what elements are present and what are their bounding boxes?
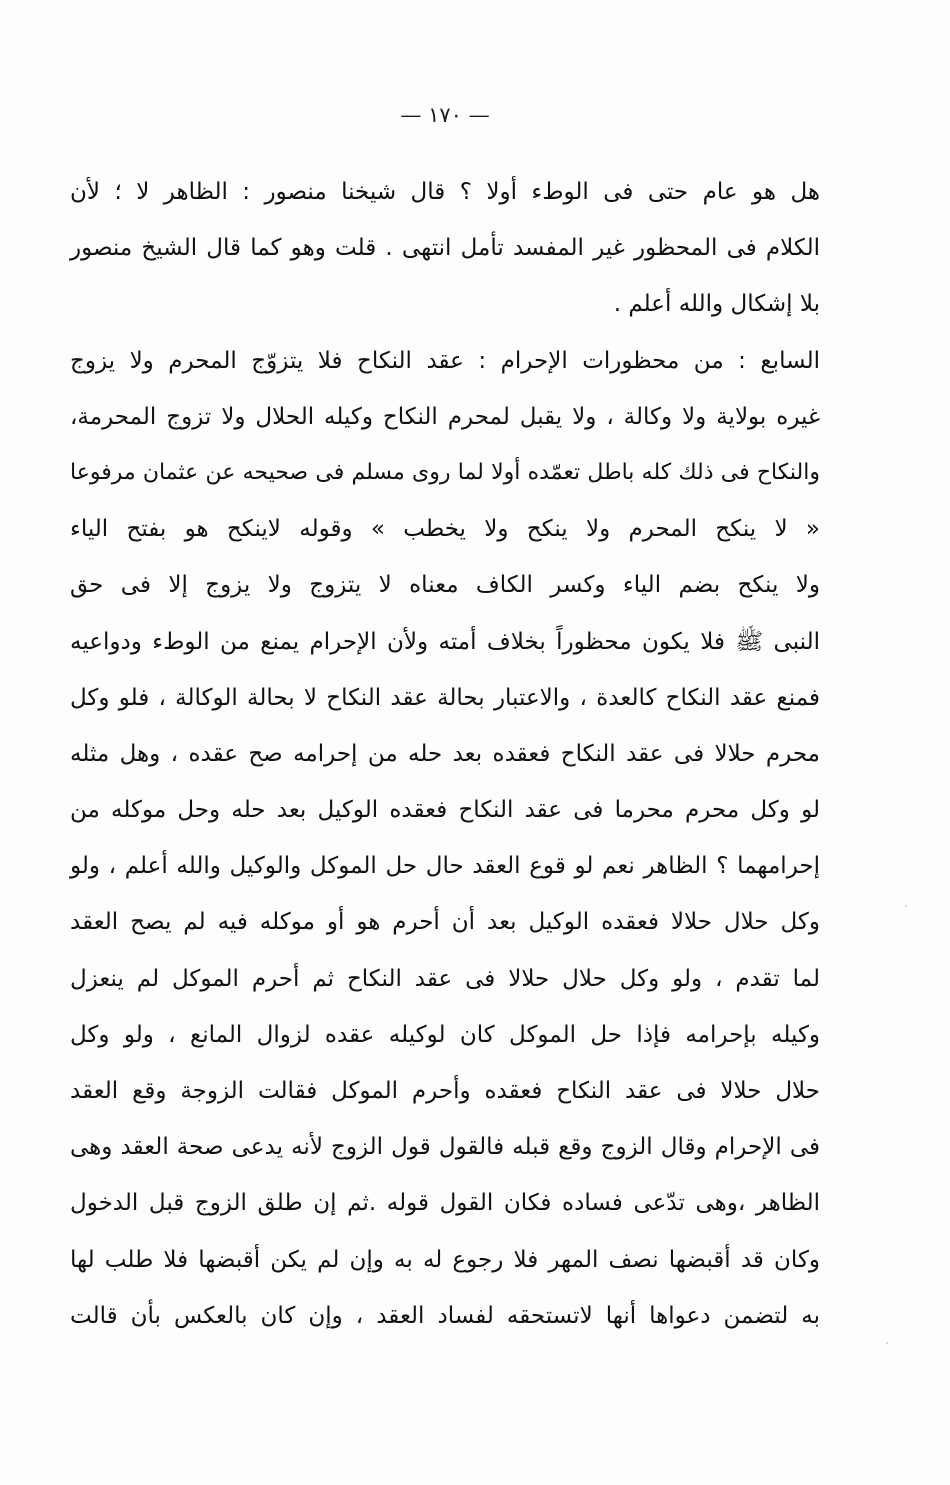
text-line: لما تقدم ، ولو وكل حلال حلالا فى عقد النكاح ثم أحرم الموكل لم ينعزل [70,965,820,992]
text-line: « لا ينكح المحرم ولا ينكح ولا يخطب » وقوله لاينكح هو بفتح الياء [70,516,820,543]
paper-speck [886,1342,888,1344]
text-line: النبى ﷺ فلا يكون محظوراً بخلاف أمته ولأن الإحرام يمنع من الوطء ودواعيه [70,628,820,655]
text-line: السابع : من محظورات الإحرام : عقد النكاح فلا يتزوّج المحرم ولا يزوج [70,347,820,374]
text-line: محرم حلالا فى عقد النكاح فعقده بعد حله من إحرامه صح عقده ، وهل مثله [70,740,820,767]
text-line: والنكاح فى ذلك كله باطل تعمّده أولا لما روى مسلم فى صحيحه عن عثمان مرفوعا [70,459,820,485]
text-line: ولا ينكح بضم الياء وكسر الكاف معناه لا يتزوج ولا يزوج إلا فى حق [70,572,820,599]
text-line: غيره بولاية ولا وكالة ، ولا يقبل لمحرم النكاح وكيله الحلال ولا تزوج المحرمة، [70,403,820,430]
text-line: إحرامهما ؟ الظاهر نعم لو قوع العقد حال حل الموكل والوكيل والله أعلم ، ولو [70,853,820,880]
text-line: فى الإحرام وقال الزوج وقع قبله فالقول قول الزوج لأنه يدعى صحة العقد وهى [70,1134,820,1161]
text-line: فمنع عقد النكاح كالعدة ، والاعتبار بحالة عقد النكاح لا بحالة الوكالة ، فلو وكل [70,684,820,711]
body-text [70,164,820,1344]
text-line: بلا إشكال والله أعلم . [613,291,820,318]
text-line: حلال حلالا فى عقد النكاح فعقده وأحرم الموكل فقالت الزوجة وقع العقد [70,1078,820,1104]
text-line: به لتضمن دعواها أنها لاتستحقه لفساد العقد ، وإن كان بالعكس بأن قالت [70,1302,820,1329]
text-line: لو وكل محرم محرما فى عقد النكاح فعقده الوكيل بعد حله وحل موكله من [70,797,820,824]
text-line: وكل حلال حلالا فعقده الوكيل بعد أن أحرم هو أو موكله فيه لم يصح العقد [70,909,820,936]
text-line: الظاهر ،وهى تدّعى فساده فكان القول قوله .ثم إن طلق الزوج قبل الدخول [70,1190,820,1217]
text-line: الكلام فى المحظور غير المفسد تأمل انتهى . قلت وهو كما قال الشيخ منصور [70,235,820,262]
paper-speck [905,905,907,907]
text-line: هل هو عام حتى فى الوطء أولا ؟ قال شيخنا منصور : الظاهر لا ؛ لأن [70,179,820,205]
page-number: — ١٧٠ — [400,103,490,127]
text-line: وكان قد أقبضها نصف المهر فلا رجوع له به وإن لم يكن أقبضها فلا طلب لها [70,1246,820,1273]
text-line: وكيله بإحرامه فإذا حل الموكل كان لوكيله عقده لزوال المانع ، ولو وكل [70,1021,820,1048]
